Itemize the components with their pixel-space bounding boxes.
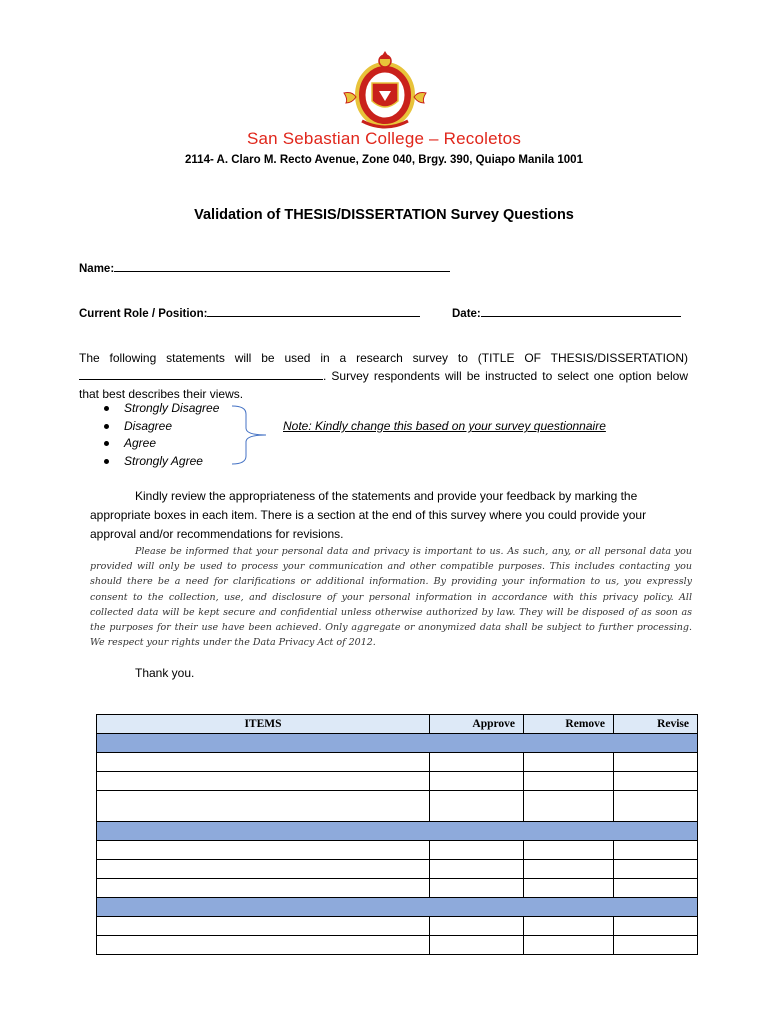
remove-cell[interactable] xyxy=(524,879,614,898)
option-strongly-disagree: Strongly Disagree xyxy=(100,400,219,418)
item-cell[interactable] xyxy=(97,841,430,860)
remove-cell[interactable] xyxy=(524,917,614,936)
item-cell[interactable] xyxy=(97,860,430,879)
item-cell[interactable] xyxy=(97,936,430,955)
document-title: Validation of THESIS/DISSERTATION Survey Questions xyxy=(194,207,574,223)
approve-cell[interactable] xyxy=(430,936,524,955)
remove-cell[interactable] xyxy=(524,772,614,791)
remove-cell[interactable] xyxy=(524,860,614,879)
option-strongly-agree: Strongly Agree xyxy=(100,453,219,471)
curly-brace-icon xyxy=(230,404,270,466)
item-cell[interactable] xyxy=(97,791,430,822)
table-row xyxy=(97,917,698,936)
date-label: Date: xyxy=(452,308,481,320)
privacy-text: Please be informed that your personal data and privacy is important to us. As such, any, or all personal data you provided will only be used to process your communication and other compatible purposes. This includes contacting you should there be a need for clarifications or additional information. By providing your information to us, you expressly consent to the collection, use, and disclosure of your personal information in accordance with this privacy policy. All collected data will be kept secure and confidential unless otherwise authorized by law. They will be disposed of as soon as the purposes for their use have been achieved. Only aggregate or anonymized data shall be subject to further processing. We respect your rights under the Data Privacy Act of 2012. xyxy=(90,546,692,649)
option-disagree: Disagree xyxy=(100,418,219,436)
role-label: Current Role / Position: xyxy=(79,308,208,320)
option-agree: Agree xyxy=(100,435,219,453)
thank-you-text: Thank you. xyxy=(135,666,195,680)
table-row xyxy=(97,753,698,772)
approve-cell[interactable] xyxy=(430,917,524,936)
section-row xyxy=(97,734,698,753)
intro-text-after: . Survey respondents will be instructed to select one option below that best describes their views. xyxy=(79,369,688,401)
item-cell[interactable] xyxy=(97,879,430,898)
table-row xyxy=(97,860,698,879)
header-remove: Remove xyxy=(524,715,614,734)
survey-table xyxy=(96,714,698,955)
table-row xyxy=(97,936,698,955)
approve-cell[interactable] xyxy=(430,753,524,772)
table-row xyxy=(97,879,698,898)
privacy-notice xyxy=(90,544,692,650)
table-row xyxy=(97,841,698,860)
item-cell[interactable] xyxy=(97,917,430,936)
college-seal-icon xyxy=(336,47,434,133)
date-line[interactable] xyxy=(481,306,681,317)
review-text: Kindly review the appropriateness of the statements and provide your feedback by marking the appropriate boxes in each item. There is a section at the end of this survey where you could provide your approval and/or recommendations for revisions. xyxy=(90,489,647,541)
item-cell[interactable] xyxy=(97,753,430,772)
survey-note: Note: Kindly change this based on your survey questionnaire xyxy=(283,419,606,433)
revise-cell[interactable] xyxy=(614,772,698,791)
approve-cell[interactable] xyxy=(430,860,524,879)
header-approve: Approve xyxy=(430,715,524,734)
thesis-title-blank[interactable] xyxy=(79,369,323,380)
role-field[interactable] xyxy=(79,306,420,320)
table-row xyxy=(97,791,698,822)
remove-cell[interactable] xyxy=(524,791,614,822)
approve-cell[interactable] xyxy=(430,841,524,860)
table-row xyxy=(97,772,698,791)
revise-cell[interactable] xyxy=(614,841,698,860)
date-field[interactable] xyxy=(452,306,681,320)
revise-cell[interactable] xyxy=(614,917,698,936)
name-label: Name: xyxy=(79,263,115,275)
remove-cell[interactable] xyxy=(524,841,614,860)
name-field[interactable] xyxy=(79,261,450,275)
approve-cell[interactable] xyxy=(430,791,524,822)
name-line[interactable] xyxy=(114,261,450,272)
college-name: San Sebastian College – Recoletos xyxy=(246,129,522,148)
header-items: ITEMS xyxy=(97,715,430,734)
revise-cell[interactable] xyxy=(614,879,698,898)
header-revise: Revise xyxy=(614,715,698,734)
intro-paragraph xyxy=(79,349,688,403)
approve-cell[interactable] xyxy=(430,879,524,898)
revise-cell[interactable] xyxy=(614,860,698,879)
section-row xyxy=(97,898,698,917)
revise-cell[interactable] xyxy=(614,753,698,772)
remove-cell[interactable] xyxy=(524,936,614,955)
review-paragraph xyxy=(90,487,688,544)
table-header-row xyxy=(97,715,698,734)
item-cell[interactable] xyxy=(97,772,430,791)
approve-cell[interactable] xyxy=(430,772,524,791)
remove-cell[interactable] xyxy=(524,753,614,772)
revise-cell[interactable] xyxy=(614,791,698,822)
revise-cell[interactable] xyxy=(614,936,698,955)
response-options-list xyxy=(100,400,219,471)
college-address: 2114- A. Claro M. Recto Avenue, Zone 040, Brgy. 390, Quiapo Manila 1001 xyxy=(185,154,583,166)
role-line[interactable] xyxy=(207,306,420,317)
section-row xyxy=(97,822,698,841)
intro-text-before: The following statements will be used in a research survey to (TITLE OF THESIS/DISSERTATION) xyxy=(79,351,688,365)
